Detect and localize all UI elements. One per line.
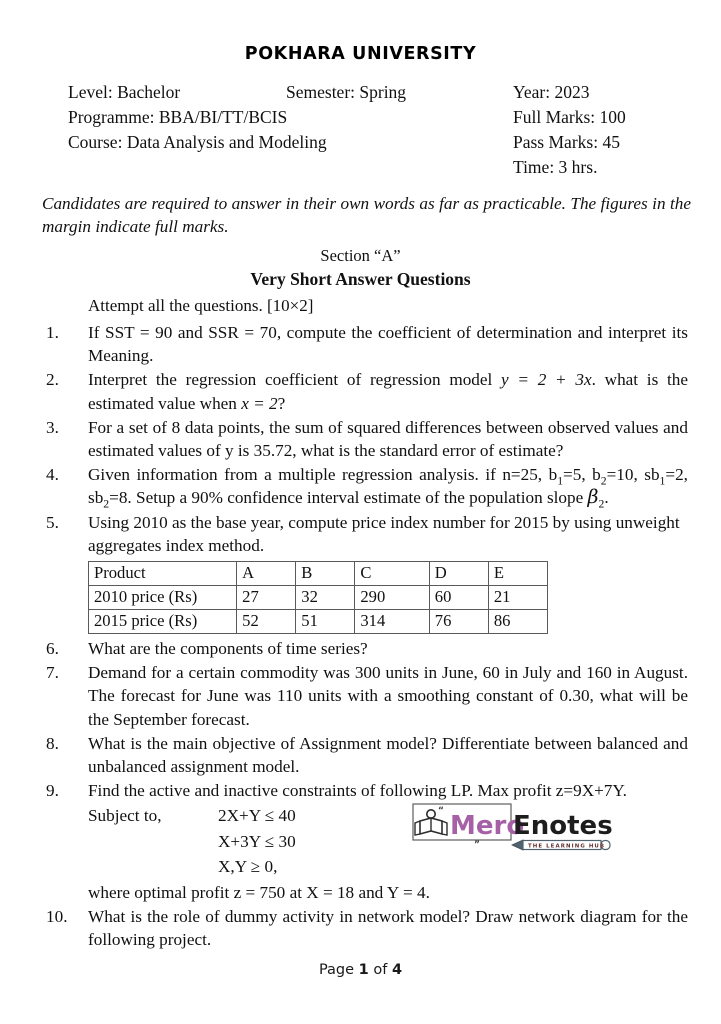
footer-total-pages: 4	[391, 962, 403, 978]
logo-text-mero: Mero	[450, 811, 525, 841]
footer-prefix: Page	[318, 962, 359, 978]
question-item-2	[0, 368, 721, 414]
question-number: 6.	[46, 639, 59, 659]
question-text-part: =8. Setup a 90% confidence interval estimate of the population slope	[109, 488, 588, 508]
meta-year: Year: 2023	[513, 82, 590, 102]
question-item-3	[0, 416, 721, 462]
table-header-e: E	[488, 562, 547, 586]
table-cell: 21	[488, 586, 547, 610]
logo-svg	[412, 801, 614, 853]
table-cell: 86	[488, 610, 547, 634]
optimal-profit-note: where optimal profit z = 750 at X = 18 and Y = 4.	[88, 882, 430, 902]
question-text-part: Interpret the regression coefficient of regression model	[88, 370, 502, 390]
constraint-3: X,Y ≥ 0,	[218, 857, 278, 877]
question-text: What is the role of dummy activity in network model? Draw network diagram for the following project.	[88, 906, 688, 950]
logo-tagline: THE LEARNING HUB	[528, 843, 606, 850]
question-text-part: =5, b	[563, 465, 601, 485]
logo-quote-open: “	[438, 806, 444, 816]
question-number: 1.	[46, 323, 59, 342]
meta-row	[68, 130, 711, 155]
question-text: What are the components of time series?	[88, 639, 368, 659]
question-item-9	[0, 779, 721, 802]
question-item-10	[0, 905, 721, 951]
meta-course: Course: Data Analysis and Modeling	[68, 132, 327, 152]
constraint-1: 2X+Y ≤ 40	[218, 806, 296, 826]
meta-pass-marks: Pass Marks: 45	[513, 132, 620, 152]
table-row	[89, 586, 548, 610]
meta-programme: Programme: BBA/BI/TT/BCIS	[68, 107, 288, 127]
question-number: 3.	[46, 417, 59, 437]
price-table-container	[0, 561, 721, 634]
footer-current-page: 1	[358, 962, 369, 978]
meta-semester: Semester: Spring	[286, 82, 407, 102]
table-header-c: C	[355, 562, 429, 586]
question-text-part: =2, sb	[88, 465, 688, 508]
subscript: 1	[557, 474, 564, 488]
university-title: POKHARA UNIVERSITY	[244, 44, 477, 64]
logo-text-enotes: Enotes	[513, 811, 613, 841]
question-text: If SST = 90 and SSR = 70, compute the coefficient of determination and interpret its Meaning.	[88, 323, 688, 366]
question-item-6	[0, 637, 721, 660]
table-cell: 52	[237, 610, 296, 634]
page-footer	[0, 962, 721, 978]
x-value: x = 2	[241, 393, 278, 413]
question-text: What is the main objective of Assignment model? Differentiate between balanced and unbalanced assignment model.	[88, 733, 688, 777]
table-cell: 27	[237, 586, 296, 610]
question-text-part: .	[604, 488, 609, 508]
question-text: For a set of 8 data points, the sum of squared differences between observed values and estimated values of y is 35.72, what is the standard error of estimate?	[88, 417, 688, 461]
subject-to-label: Subject to,	[88, 806, 162, 826]
question-number: 5.	[46, 512, 59, 532]
meta-row	[68, 80, 711, 105]
table-row-label: 2015 price (Rs)	[89, 610, 237, 634]
section-heading: Very Short Answer Questions	[250, 269, 471, 289]
question-item-8	[0, 732, 721, 778]
regression-model: y = 2 + 3x	[501, 370, 592, 390]
subscript: 1	[659, 474, 666, 488]
pencil-banner-icon	[512, 840, 610, 850]
question-text: Demand for a certain commodity was 300 units in June, 60 in July and 160 in August. The forecast for June was 110 units with a smoothing constant of 0.30, what will be the September forecast.	[88, 663, 688, 729]
table-cell: 60	[429, 586, 488, 610]
table-cell: 51	[296, 610, 355, 634]
question-number: 4.	[46, 465, 59, 485]
constraint-row	[88, 829, 721, 855]
table-cell: 76	[429, 610, 488, 634]
price-index-table	[88, 561, 548, 634]
constraint-2: X+3Y ≤ 30	[218, 831, 296, 851]
question-number: 9.	[46, 781, 59, 801]
table-header-d: D	[429, 562, 488, 586]
section-label: Section “A”	[320, 246, 401, 265]
meta-level: Level: Bachelor	[68, 82, 181, 102]
question-text-part: =10, sb	[606, 465, 660, 485]
question-number: 10.	[46, 906, 68, 926]
question-text-part: Given information from a multiple regression analysis. if n=25, b	[88, 465, 558, 485]
candidate-note: Candidates are required to answer in their own words as far as practicable. The figures in the margin indicate full marks.	[42, 194, 691, 236]
table-header-a: A	[237, 562, 296, 586]
constraint-row	[88, 854, 721, 880]
beta-symbol: β	[587, 486, 599, 509]
question-text: Find the active and inactive constraints of following LP. Max profit z=9X+7Y.	[88, 781, 627, 801]
question-item-4	[0, 463, 721, 509]
question-item-7	[0, 661, 721, 731]
footer-middle: of	[368, 962, 392, 978]
constraint-row	[88, 803, 721, 829]
table-cell: 290	[355, 586, 429, 610]
question-text: Using 2010 as the base year, compute price index number for 2015 by using unweight aggregates index method.	[88, 512, 680, 555]
question-text-part: ?	[277, 393, 286, 413]
meroenotes-watermark-logo	[412, 801, 614, 853]
question-item-1	[0, 321, 721, 367]
exam-meta-block	[0, 80, 721, 180]
question-item-5	[0, 511, 721, 557]
meta-row	[68, 105, 711, 130]
question-number: 8.	[46, 733, 59, 753]
table-row	[89, 562, 548, 586]
meta-time: Time: 3 hrs.	[513, 157, 598, 177]
question-text-part: . what is the estimated value when	[88, 370, 688, 413]
table-row	[89, 610, 548, 634]
logo-quote-close: ”	[474, 840, 480, 850]
table-header-b: B	[296, 562, 355, 586]
table-row-label: 2010 price (Rs)	[89, 586, 237, 610]
question-number: 2.	[46, 370, 59, 390]
attempt-instruction: Attempt all the questions. [10×2]	[88, 296, 314, 315]
table-cell: 32	[296, 586, 355, 610]
subscript: 2	[598, 497, 605, 511]
meta-row	[68, 155, 711, 180]
table-header-product: Product	[89, 562, 237, 586]
subscript: 2	[103, 497, 110, 511]
subscript: 2	[600, 474, 607, 488]
question-number: 7.	[46, 663, 59, 683]
meta-full-marks: Full Marks: 100	[513, 107, 626, 127]
table-cell: 314	[355, 610, 429, 634]
question-list	[0, 321, 721, 951]
